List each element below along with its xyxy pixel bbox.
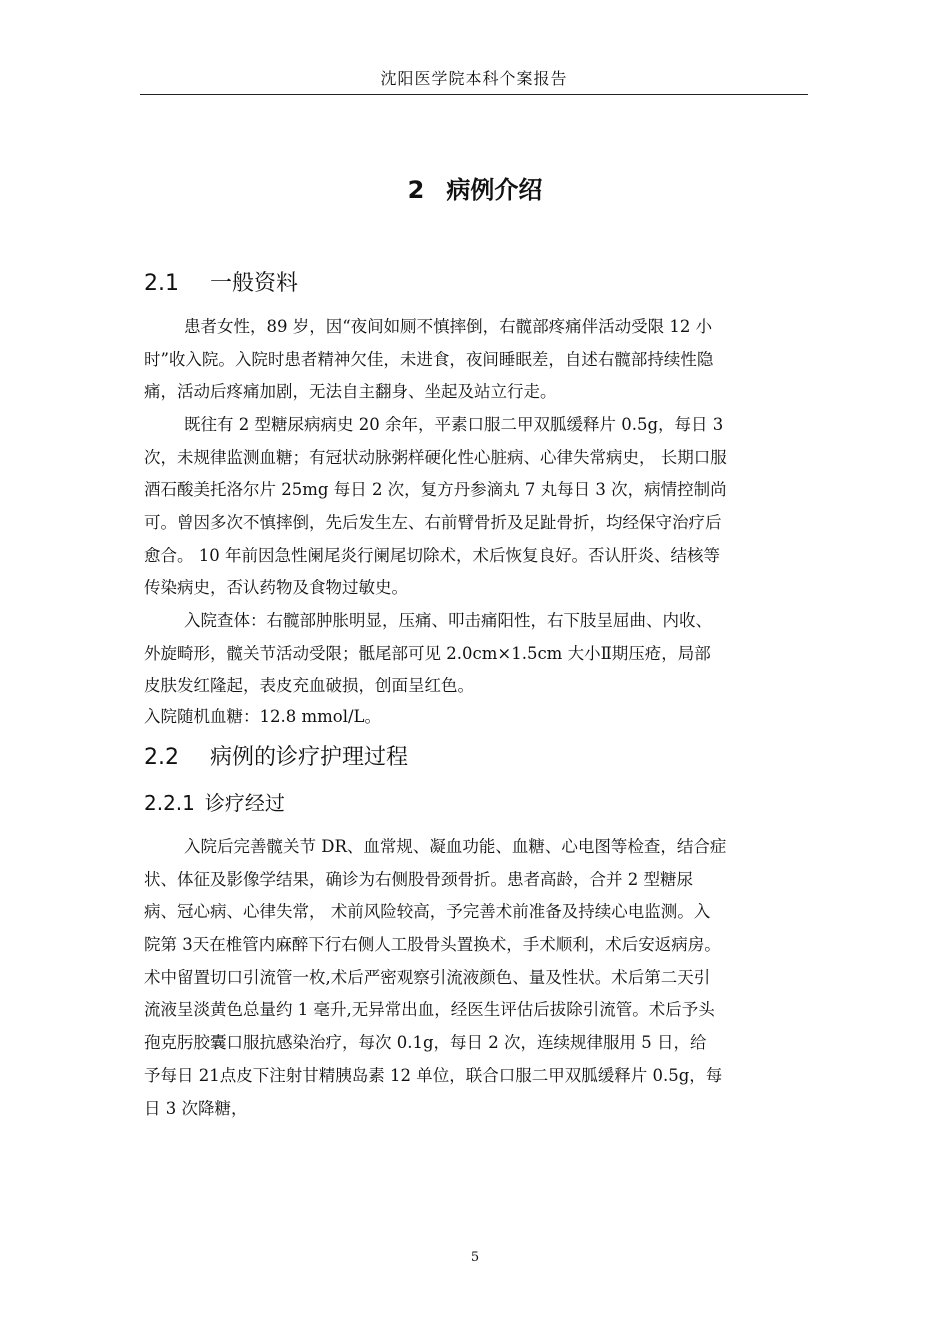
chapter-title: 病例介绍	[446, 176, 543, 204]
general-info-paragraph-2	[144, 409, 834, 605]
subsection-title: 诊疗经过	[204, 791, 285, 815]
header-divider	[140, 94, 808, 95]
treatment-paragraph	[144, 831, 834, 1125]
subsection-heading-2-2-1	[144, 788, 285, 818]
text-line: 予每日 21点皮下注射甘精胰岛素 12 单位，联合口服二甲双胍缓释片 0.5g，每	[144, 1065, 723, 1085]
physical-exam-paragraph	[144, 605, 834, 703]
section-title: 病例的诊疗护理过程	[210, 745, 409, 770]
text-line: 外旋畸形，髋关节活动受限；骶尾部可见 2.0cm×1.5cm 大小Ⅱ期压疮，局部	[144, 643, 711, 663]
section-number: 2.2	[144, 745, 179, 770]
text-line: 日 3 次降糖，	[144, 1098, 248, 1118]
text-line: 痛，活动后疼痛加剧，无法自主翻身、坐起及站立行走。	[144, 382, 557, 402]
text-line: 皮肤发红隆起，表皮充血破损，创面呈红色。	[144, 676, 474, 696]
text-line: 既往有 2 型糖尿病病史 20 余年，平素口服二甲双胍缓释片 0.5g，每日 3	[184, 415, 724, 434]
section-heading-2-1	[144, 268, 298, 300]
text-line: 病、冠心病、心律失常， 术前风险较高，予完善术前准备及持续心电监测。入	[144, 902, 711, 922]
text-line: 入院随机血糖：12.8 mmol/L。	[144, 707, 382, 726]
subsection-number: 2.2.1	[144, 791, 195, 815]
text-line: 流液呈淡黄色总量约 1 毫升,无异常出血，经医生评估后拔除引流管。术后予头	[144, 1000, 715, 1020]
page-number: 5	[470, 1250, 480, 1265]
section-number: 2.1	[144, 271, 179, 296]
text-line: 时”收入院。入院时患者精神欠佳，未进食，夜间睡眠差，自述右髋部持续性隐	[144, 349, 714, 369]
text-line: 入院后完善髋关节 DR、血常规、凝血功能、血糖、心电图等检查，结合症	[184, 837, 727, 856]
text-line: 传染病史，否认药物及食物过敏史。	[144, 578, 408, 598]
section-title: 一般资料	[210, 271, 299, 296]
text-line: 孢克肟胶囊口服抗感染治疗，每次 0.1g，每日 2 次，连续规律服用 5 日，给	[144, 1033, 707, 1053]
text-line: 院第 3天在椎管内麻醉下行右侧人工股骨头置换术，手术顺利，术后安返病房。	[144, 935, 721, 955]
lab-result-line	[144, 703, 834, 731]
running-header: 沈阳医学院本科个案报告	[380, 69, 568, 88]
text-line: 酒石酸美托洛尔片 25mg 每日 2 次，复方丹参滴丸 7 丸每日 3 次，病情控制尚	[144, 480, 727, 500]
text-line: 愈合。 10 年前因急性阑尾炎行阑尾切除术，术后恢复良好。否认肝炎、结核等	[144, 545, 720, 565]
chapter-heading	[0, 172, 950, 208]
chapter-number: 2	[407, 176, 425, 204]
text-line: 可。曾因多次不慎摔倒，先后发生左、右前臂骨折及足趾骨折，均经保守治疗后	[144, 513, 722, 533]
text-line: 次，未规律监测血糖；有冠状动脉粥样硬化性心脏病、心律失常病史， 长期口服	[144, 447, 727, 467]
text-line: 入院查体：右髋部肿胀明显，压痛、叩击痛阳性，右下肢呈屈曲、内收、	[184, 611, 712, 630]
text-line: 状、体征及影像学结果，确诊为右侧股骨颈骨折。患者高龄，合并 2 型糖尿	[144, 869, 693, 889]
text-line: 患者女性，89 岁，因“夜间如厕不慎摔倒，右髋部疼痛伴活动受限 12 小	[184, 317, 713, 336]
section-heading-2-2	[144, 742, 408, 774]
general-info-paragraph-1	[144, 311, 834, 409]
text-line: 术中留置切口引流管一枚,术后严密观察引流液颜色、量及性状。术后第二天引	[144, 967, 711, 987]
